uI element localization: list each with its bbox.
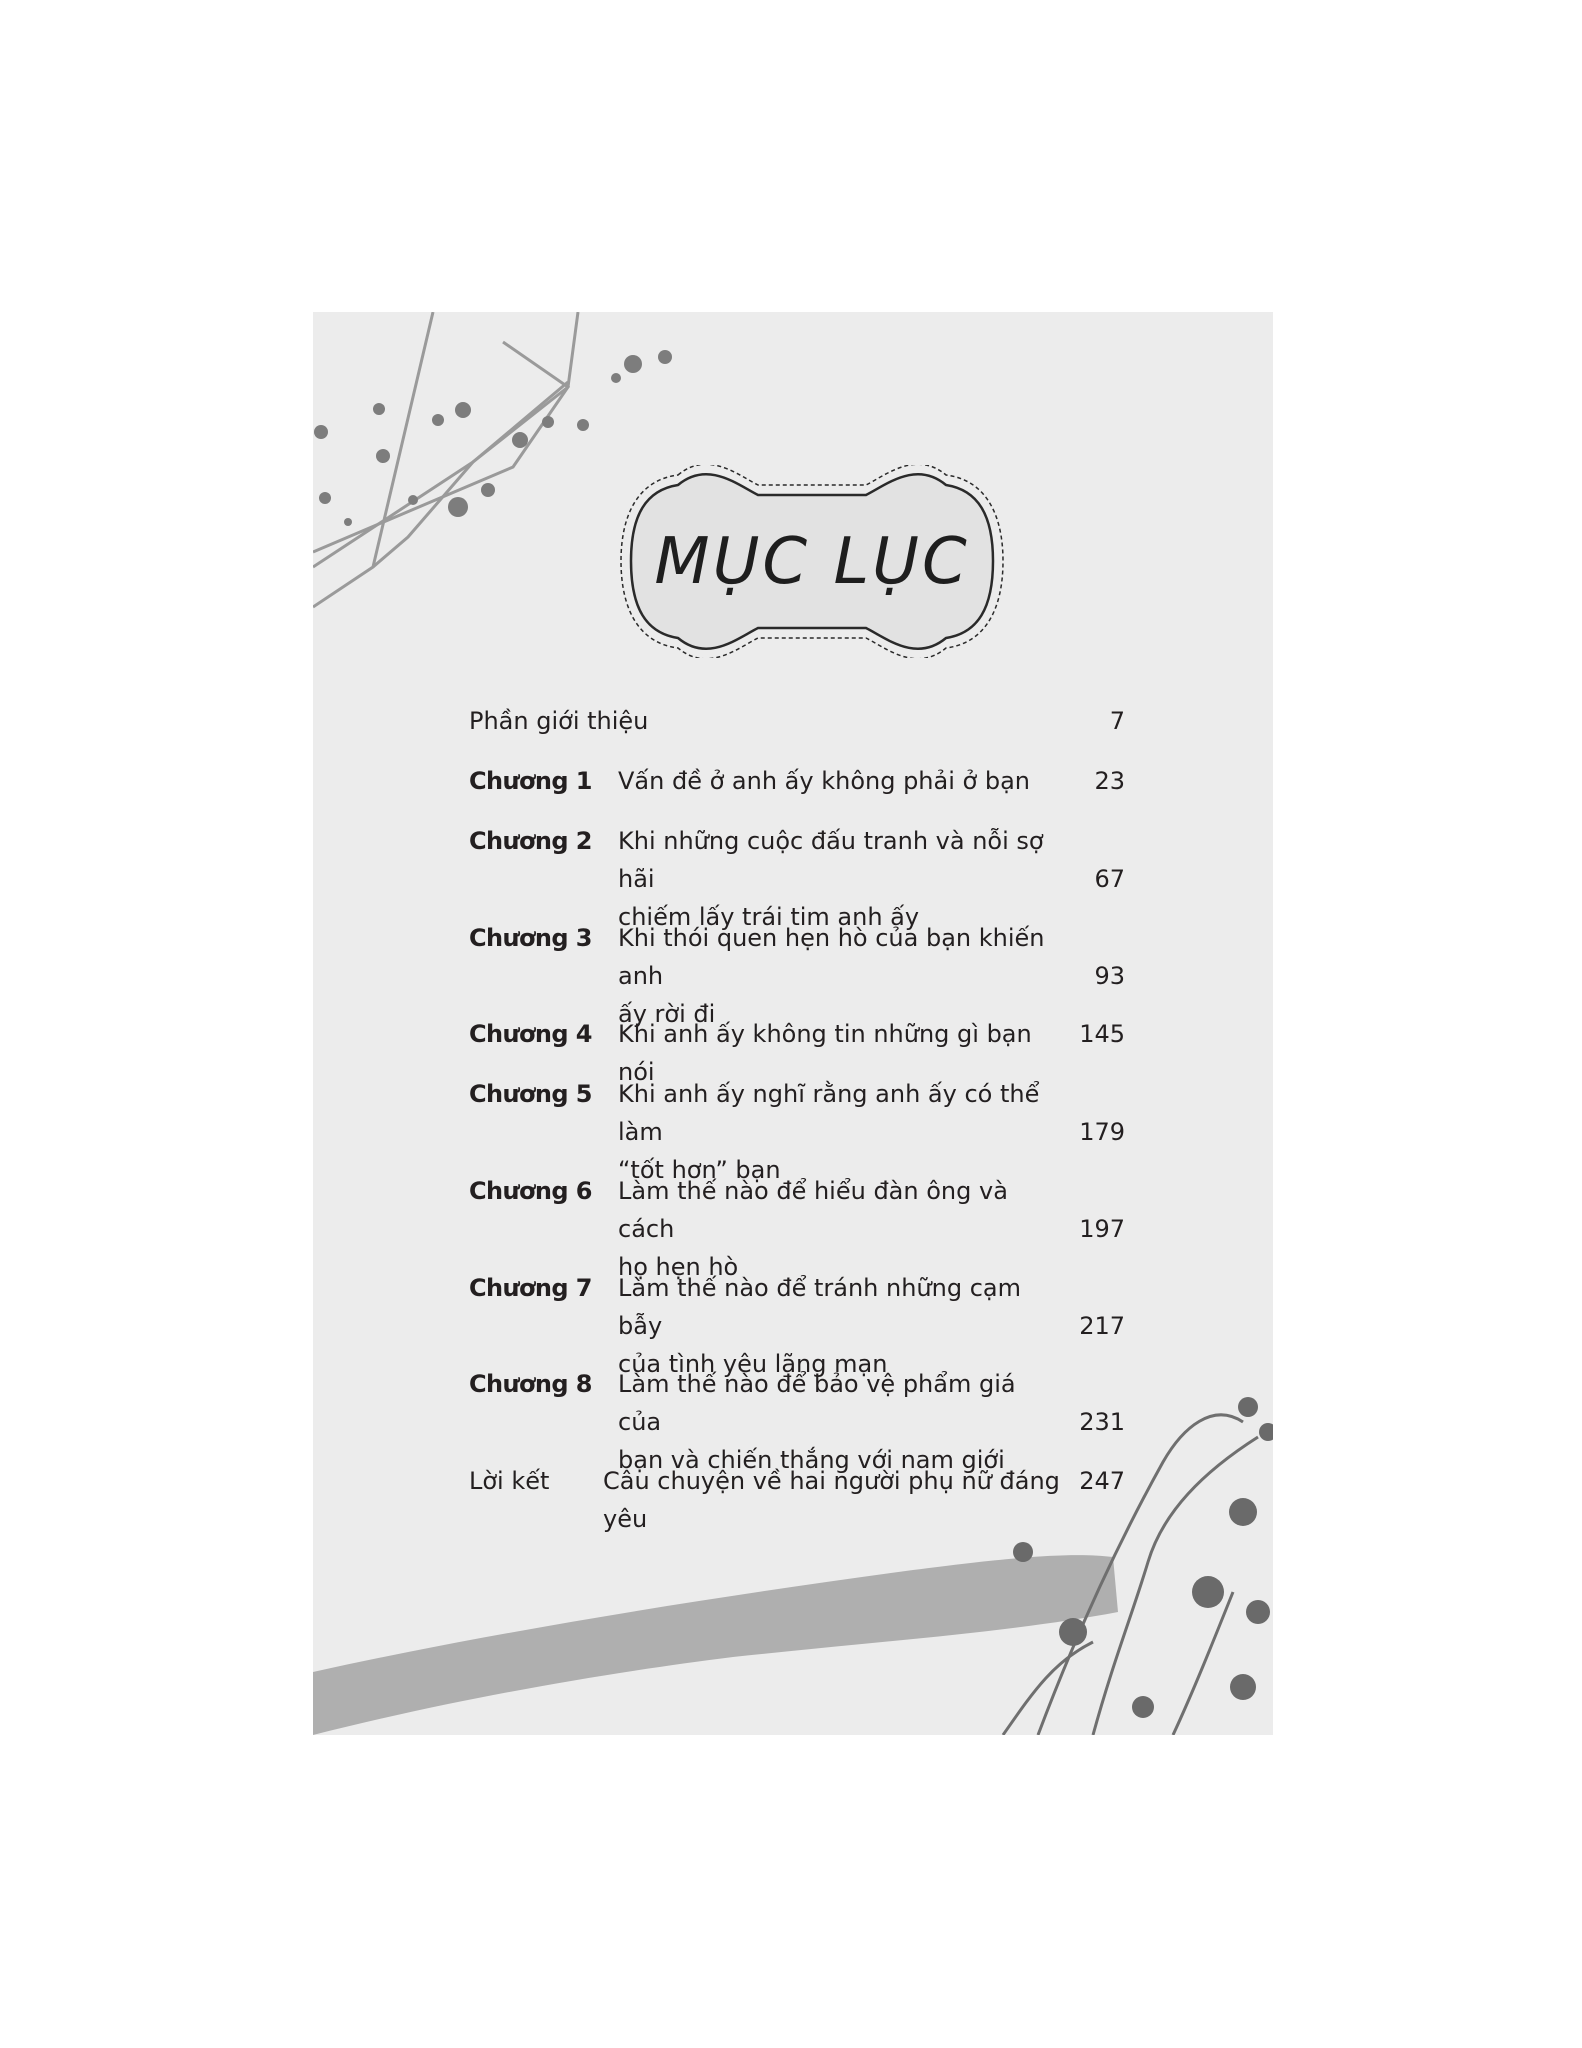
book-page xyxy=(313,312,1273,1735)
toc-entry-label: Chương 7 xyxy=(469,1274,592,1302)
toc-entry-title-line: Câu chuyện về hai người phụ nữ đáng yêu xyxy=(603,1467,1060,1533)
toc-entry-page-number: 7 xyxy=(1109,707,1125,735)
page-title: MỤC LỤC xyxy=(654,524,970,599)
toc-entry-title-line: Khi thói quen hẹn hò của bạn khiến anh xyxy=(618,924,1045,990)
toc-entry-page-number: 179 xyxy=(1079,1118,1125,1146)
brush-stroke-decoration xyxy=(313,1555,1118,1735)
toc-entry-title-line: Khi anh ấy nghĩ rằng anh ấy có thể làm xyxy=(618,1080,1040,1146)
toc-entry-title-line: Khi anh ấy không tin những gì bạn nói xyxy=(618,1020,1032,1086)
toc-entry-title xyxy=(603,1462,1073,1538)
toc-entry-title-line: ấy rời đi xyxy=(618,1000,716,1028)
toc-entry-page-number: 145 xyxy=(1079,1020,1125,1048)
toc-entry-title-line: Vấn đề ở anh ấy không phải ở bạn xyxy=(618,767,1030,795)
toc-entry-title-line: “tốt hơn” bạn xyxy=(618,1156,781,1184)
toc-entry-label: Chương 5 xyxy=(469,1080,592,1108)
toc-entry-page-number: 231 xyxy=(1079,1408,1125,1436)
toc-entry-page-number: 67 xyxy=(1094,865,1125,893)
toc-entry-label: Chương 2 xyxy=(469,827,592,855)
toc-entry-title xyxy=(618,762,1058,800)
toc-entry-label: Chương 6 xyxy=(469,1177,592,1205)
toc-entry-title-line: Làm thế nào để tránh những cạm bẫy xyxy=(618,1274,1021,1340)
toc-entry-title-line: Làm thế nào để hiểu đàn ông và cách xyxy=(618,1177,1008,1243)
toc-entry-title-line: của tình yêu lãng mạn xyxy=(618,1350,888,1378)
toc-entry-label: Chương 8 xyxy=(469,1370,592,1398)
toc-entry-page-number: 93 xyxy=(1094,962,1125,990)
toc-entry-label: Chương 4 xyxy=(469,1020,592,1048)
toc-entry-title-line: chiếm lấy trái tim anh ấy xyxy=(618,903,920,931)
toc-entry-label: Lời kết xyxy=(469,1467,550,1495)
toc-entry-title-line: họ hẹn hò xyxy=(618,1253,739,1281)
toc-entry-page-number: 247 xyxy=(1079,1467,1125,1495)
toc-entry-label: Chương 3 xyxy=(469,924,592,952)
toc-entry-title-line: Khi những cuộc đấu tranh và nỗi sợ hãi xyxy=(618,827,1044,893)
toc-entry-title-line: Làm thế nào để bảo vệ phẩm giá của xyxy=(618,1370,1016,1436)
toc-entry-label: Chương 1 xyxy=(469,767,592,795)
toc-entry-label: Phần giới thiệu xyxy=(469,707,649,735)
toc-entry-page-number: 197 xyxy=(1079,1215,1125,1243)
toc-entry-page-number: 217 xyxy=(1079,1312,1125,1340)
toc-entry-page-number: 23 xyxy=(1094,767,1125,795)
geometric-lines-decoration xyxy=(313,312,578,607)
toc-entry-title-line: bạn và chiến thắng với nam giới xyxy=(618,1446,1005,1474)
